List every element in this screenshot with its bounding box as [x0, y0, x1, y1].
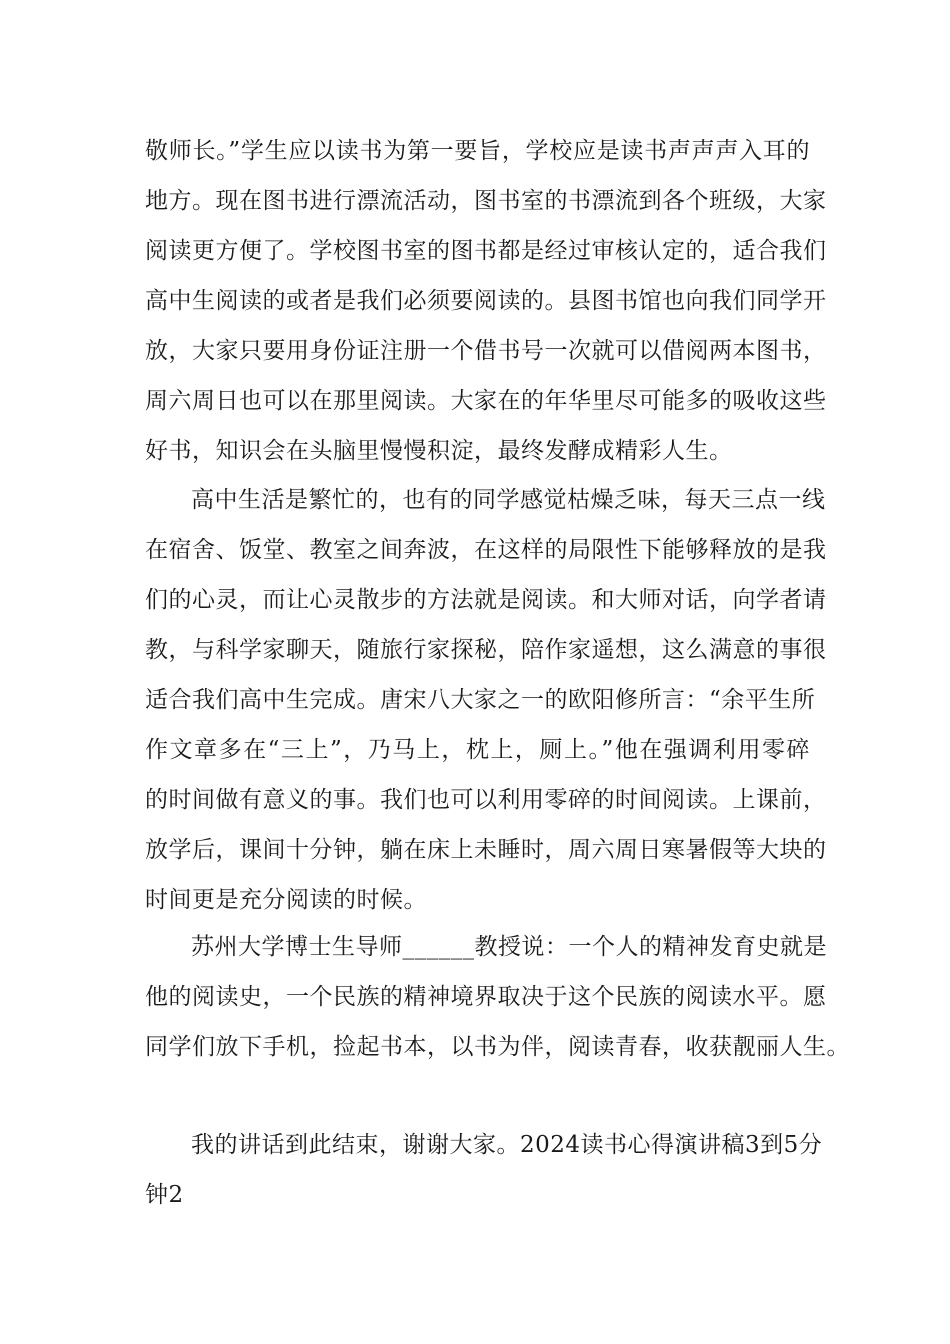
text-line: 好书，知识会在头脑里慢慢积淀，最终发酵成精彩人生。	[145, 438, 733, 464]
text-line: 钟2	[145, 1182, 184, 1208]
text-line: 苏州大学博士生导师______教授说：一个人的精神发育史就是	[191, 934, 827, 960]
text-line: 放，大家只要用身份证注册一个借书号一次就可以借阅两本图书，	[145, 338, 827, 364]
text-line: 适合我们高中生完成。唐宋八大家之一的欧阳修所言：“余平生所	[145, 687, 816, 713]
text-line: 们的心灵，而让心灵散步的方法就是阅读。和大师对话，向学者请	[145, 587, 827, 613]
text-line: 高中生活是繁忙的，也有的同学感觉枯燥乏味，每天三点一线	[191, 487, 826, 513]
text-line: 的时间做有意义的事。我们也可以利用零碎的时间阅读。上课前，	[145, 787, 827, 813]
text-line: 同学们放下手机，捡起书本，以书为伴，阅读青春，收获靓丽人生。	[145, 1034, 850, 1060]
paragraph-4	[145, 1120, 823, 1220]
text-line: 在宿舍、饭堂、教室之间奔波，在这样的局限性下能够释放的是我	[145, 537, 827, 563]
text-line: 地方。现在图书进行漂流活动，图书室的书漂流到各个班级，大家	[145, 188, 827, 214]
text-line: 周六周日也可以在那里阅读。大家在的年华里尽可能多的吸收这些	[145, 388, 827, 414]
text-line: 他的阅读史，一个民族的精神境界取决于这个民族的阅读水平。愿	[145, 984, 827, 1010]
text-line: 放学后，课间十分钟，躺在床上未睡时，周六周日寒暑假等大块的	[145, 837, 827, 863]
text-line: 阅读更方便了。学校图书室的图书都是经过审核认定的，适合我们	[145, 238, 827, 264]
paragraph-1	[145, 126, 827, 476]
text-line: 敬师长。”学生应以读书为第一要旨，学校应是读书声声声入耳的	[145, 138, 810, 164]
paragraph-3	[145, 922, 850, 1072]
text-line: 作文章多在“三上”，乃马上，枕上，厕上。”他在强调利用零碎	[145, 737, 810, 763]
text-line: 高中生阅读的或者是我们必须要阅读的。县图书馆也向我们同学开	[145, 288, 827, 314]
text-line: 我的讲话到此结束，谢谢大家。2024读书心得演讲稿3到5分	[191, 1132, 823, 1158]
text-line: 时间更是充分阅读的时候。	[145, 887, 427, 913]
text-line: 教，与科学家聊天，随旅行家探秘，陪作家遥想，这么满意的事很	[145, 637, 827, 663]
paragraph-2	[145, 475, 827, 925]
